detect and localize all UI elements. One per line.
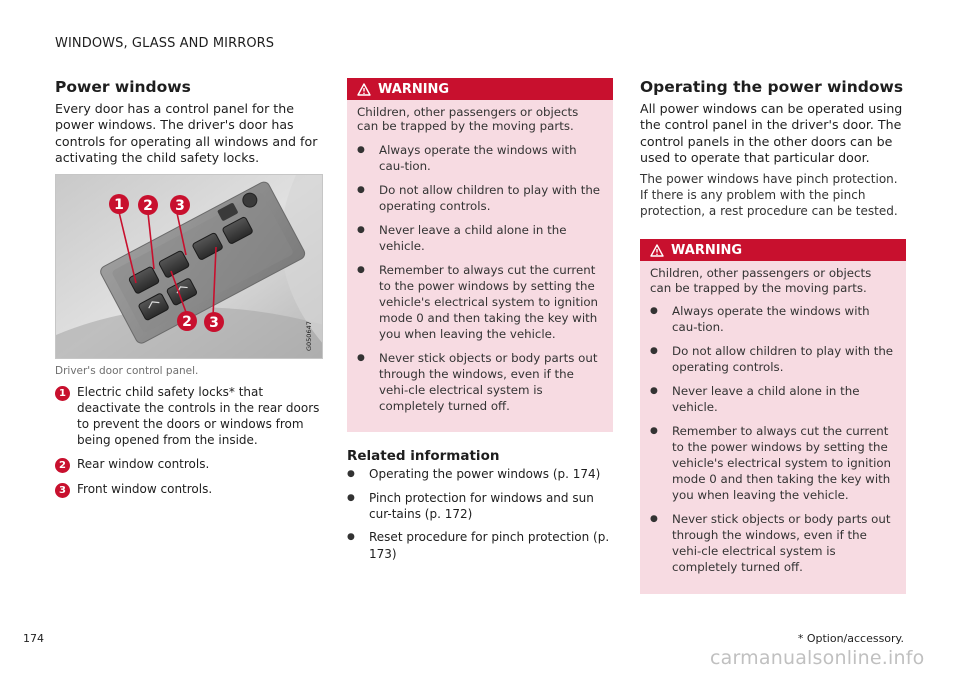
warning-bullet-item: ● Always operate the windows with cau-tion. [650,304,870,335]
warning-heading: WARNING [378,81,450,97]
warning-bullet-list [650,303,896,575]
operating-intro: All power windows can be operated using the control panel in the driver's door. The control panels in the other doors can be used to operate that particular door. [640,100,903,166]
bullet-icon: ● [357,144,365,155]
callout-number-badge: 3 [55,483,70,498]
section-title-operating-power-windows: Operating the power windows [640,78,904,96]
figure-callout-3b-label: 3 [209,315,219,332]
figure-image-code: G050647 [305,321,313,352]
bullet-icon: ● [357,224,365,235]
bullet-icon: ● [357,353,365,364]
callout-number-badge: 1 [55,386,70,401]
door-control-panel-illustration [56,175,323,359]
callout-list [55,385,323,498]
warning-body [640,261,906,593]
running-head: WINDOWS, GLASS AND MIRRORS [55,36,275,51]
door-control-panel-figure [55,174,323,359]
warning-box [347,78,613,432]
related-link[interactable]: Pinch protection for windows and sun cur-tains (p. 172) [369,490,594,521]
bullet-icon: ● [347,492,355,503]
warning-bullet-item: ● Do not allow children to play with the operating controls. [650,344,894,375]
related-link[interactable]: Operating the power windows (p. 174) [369,467,601,482]
warning-triangle-icon [357,83,371,96]
warning-lead: Children, other passengers or objects can be trapped by the moving parts. [650,266,872,295]
bullet-icon: ● [650,346,658,357]
warning-bullet-item: ● Never stick objects or body parts out through the windows, even if the vehi-cle electrical system is completely turned off. [357,351,598,414]
pinch-protection-text: The power windows have pinch protection. If there is any problem with the pinch protection, a rest procedure can be tested. [640,172,898,219]
figure-callout-3-label: 3 [175,198,185,215]
column-operating-power-windows [640,78,906,594]
warning-header [347,78,613,100]
warning-bullet-item: ● Do not allow children to play with the operating controls. [357,182,601,213]
related-link-item[interactable] [347,490,613,523]
bullet-icon: ● [650,426,658,437]
callout-number-badge: 2 [55,458,70,473]
related-link-item[interactable] [347,529,613,562]
column-power-windows [55,78,323,507]
warning-box [640,239,906,593]
bullet-icon: ● [650,386,658,397]
related-link-item[interactable] [347,466,613,482]
warning-bullet-item: ● Always operate the windows with cau-tion. [357,142,577,173]
bullet-icon: ● [650,306,658,317]
related-information-heading: Related information [347,448,500,465]
bullet-icon: ● [357,184,365,195]
warning-lead: Children, other passengers or objects can be trapped by the moving parts. [357,105,579,134]
callout-text: Rear window controls. [77,457,210,472]
figure-callout-2b-label: 2 [182,314,192,331]
bullet-icon: ● [347,532,355,543]
warning-heading: WARNING [671,242,743,258]
callout-text: Front window controls. [77,482,213,497]
page-number: 174 [23,632,44,645]
figure-callout-1-label: 1 [114,197,124,214]
warning-triangle-icon [650,244,664,257]
bullet-icon: ● [347,469,355,480]
bullet-icon: ● [650,514,658,525]
figure-caption: Driver's door control panel. [55,365,199,378]
callout-item [55,457,323,473]
warning-bullet-item: ● Never stick objects or body parts out through the windows, even if the vehi-cle electrical system is completely turned off. [650,512,891,575]
warning-bullet-item: ● Never leave a child alone in the vehicle. [357,222,567,253]
power-windows-intro: Every door has a control panel for the power windows. The driver's door has controls for operating all windows and for activating the child safety locks. [55,100,318,166]
section-title-power-windows: Power windows [55,78,191,96]
callout-item [55,385,323,448]
warning-bullet-item: ● Remember to always cut the current to the power windows by setting the vehicle's electrical system to ignition mode 0 and then taking the key with you when leaving the vehicle. [357,262,599,342]
warning-bullet-item: ● Never leave a child alone in the vehicle. [650,384,860,415]
related-information-list [347,466,613,562]
bullet-icon: ● [357,264,365,275]
warning-bullet-list [357,142,603,414]
warning-bullet-item: ● Remember to always cut the current to the power windows by setting the vehicle's electrical system to ignition mode 0 and then taking the key with you when leaving the vehicle. [650,424,892,503]
warning-header [640,239,906,261]
column-warning-related [347,78,613,569]
figure-callout-2-label: 2 [143,198,153,215]
related-link[interactable]: Reset procedure for pinch protection (p. 173) [369,530,610,561]
watermark: carmanualsonline.info [710,647,925,669]
callout-text: Electric child safety locks* that deactivate the controls in the rear doors to prevent the doors or windows from being opened from the inside. [77,385,320,447]
callout-item [55,482,323,498]
footnote: * Option/accessory. [797,632,904,645]
warning-body [347,100,613,432]
